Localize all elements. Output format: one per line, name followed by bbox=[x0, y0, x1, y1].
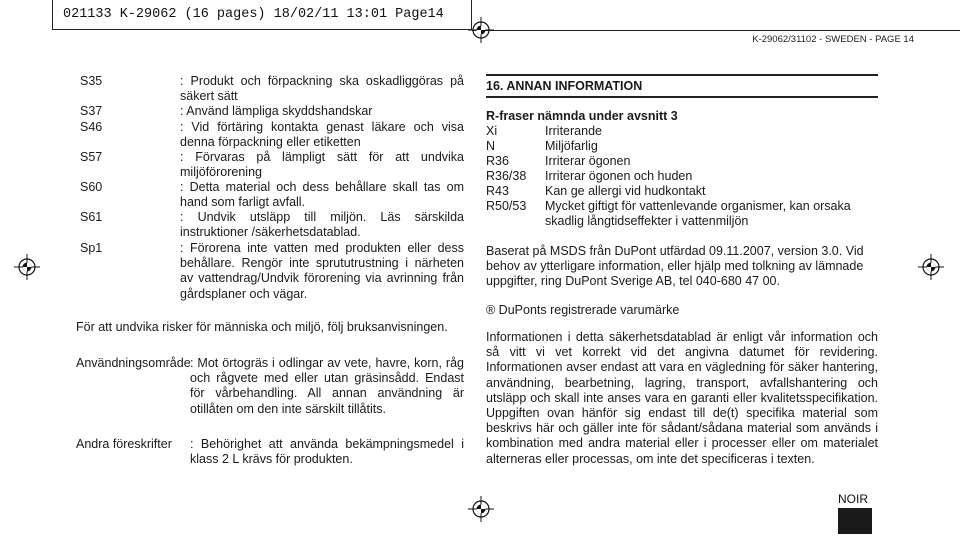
section-16-title: 16. ANNAN INFORMATION bbox=[486, 79, 643, 93]
page-reference: K-29062/31102 - SWEDEN - PAGE 14 bbox=[752, 34, 914, 45]
r-phrase-text: Irriterande bbox=[545, 124, 602, 138]
header-rule bbox=[472, 30, 960, 31]
r-phrase-code: N bbox=[486, 139, 496, 153]
use-area-text: : Mot örtogräs i odlingar av vete, havre, korn, råg och rågvete med eller utan gräsinsådd. Endast för vårbehandling. All annan användning är otillåten om den inte särskilt tillåtits. bbox=[190, 356, 464, 416]
s-phrase-code: S37 bbox=[80, 104, 103, 118]
section-rule bbox=[486, 96, 878, 98]
risk-statement: För att undvika risker för människa och miljö, följ bruksanvisningen. bbox=[76, 320, 448, 334]
r-phrase-code: R36/38 bbox=[486, 169, 527, 183]
disclaimer-text: Informationen i detta säkerhetsdatablad är enligt vår information och så vitt vi vet korrekt vid det angivna datumet för revidering. Informationen avser endast att vara en vägledning för säker hantering, användning, bearbetning, lagring, transport, avfallshantering och utsläpp och skall inte anses vara en garanti eller kvalitetsspecifikation. Uppgiften ovan hänför sig endast till de(t) specifika material som beskrivs här och gäller inte för sådant/sådana material som används i kombination med andra material eller i processer eller om materialet alterneras eller processas, om inte det specificeras i texten. bbox=[486, 330, 878, 466]
r-phrases-title: R-fraser nämnda under avsnitt 3 bbox=[486, 109, 678, 123]
s-phrase-code: S60 bbox=[80, 180, 103, 194]
color-plate-label: NOIR bbox=[838, 492, 868, 506]
s-phrase-text: : Produkt och förpackning ska oskadliggöras på säkert sätt bbox=[180, 74, 464, 104]
print-slug-header: 021133 K-29062 (16 pages) 18/02/11 13:01 Page14 bbox=[52, 0, 472, 30]
s-phrase-code: S35 bbox=[80, 74, 103, 88]
r-phrase-code: R50/53 bbox=[486, 199, 527, 213]
msds-basis-text: Baserat på MSDS från DuPont utfärdad 09.11.2007, version 3.0. Vid behov av ytterligare information, eller hjälp med tolkning av lämnade uppgifter, ring DuPont Sverige AB, tel 040-680 47 00. bbox=[486, 244, 864, 289]
r-phrase-code: R43 bbox=[486, 184, 509, 198]
r-phrase-text: Mycket giftigt för vattenlevande organismer, kan orsaka skadlig långtidseffekter i vattenmiljön bbox=[545, 199, 851, 229]
s-phrase-text: : Förorena inte vatten med produkten eller dess behållare. Rengör inte sprututrustning i närheten av vattendrag/Undvik förorening via avrinning från gårdsplaner och vägar. bbox=[180, 241, 464, 301]
s-phrase-text: : Undvik utsläpp till miljön. Läs särskilda instruktioner /säkerhetsdatablad. bbox=[180, 210, 464, 240]
registration-mark-bottom-icon bbox=[468, 496, 494, 522]
s-phrase-text: : Vid förtäring kontakta genast läkare och visa denna förpackning eller etiketten bbox=[180, 120, 464, 150]
trademark-note: ® DuPonts registrerade varumärke bbox=[486, 303, 680, 317]
s-phrase-code: S46 bbox=[80, 120, 103, 134]
registration-mark-left-icon bbox=[14, 254, 40, 280]
r-phrase-text: Kan ge allergi vid hudkontakt bbox=[545, 184, 706, 198]
r-phrase-code: Xi bbox=[486, 124, 498, 138]
r-phrase-code: R36 bbox=[486, 154, 509, 168]
s-phrase-text: : Förvaras på lämpligt sätt för att undvika miljöförorening bbox=[180, 150, 464, 180]
registration-mark-top-icon bbox=[468, 17, 494, 43]
s-phrase-text: : Detta material och dess behållare skall tas om hand som farligt avfall. bbox=[180, 180, 464, 210]
s-phrase-code: S57 bbox=[80, 150, 103, 164]
r-phrase-text: Irriterar ögonen bbox=[545, 154, 631, 168]
r-phrase-text: Irriterar ögonen och huden bbox=[545, 169, 693, 183]
s-phrase-text: : Använd lämpliga skyddshandskar bbox=[180, 104, 373, 118]
other-rules-label: Andra föreskrifter bbox=[76, 437, 172, 451]
use-area-label: Användningsområde bbox=[76, 356, 191, 370]
color-plate-swatch bbox=[838, 508, 872, 534]
r-phrase-text: Miljöfarlig bbox=[545, 139, 598, 153]
registration-mark-right-icon bbox=[918, 254, 944, 280]
other-rules-text: : Behörighet att använda bekämpningsmedel i klass 2 L krävs för produkten. bbox=[190, 437, 464, 467]
section-rule bbox=[486, 74, 878, 76]
s-phrase-code: Sp1 bbox=[80, 241, 103, 255]
s-phrase-code: S61 bbox=[80, 210, 103, 224]
